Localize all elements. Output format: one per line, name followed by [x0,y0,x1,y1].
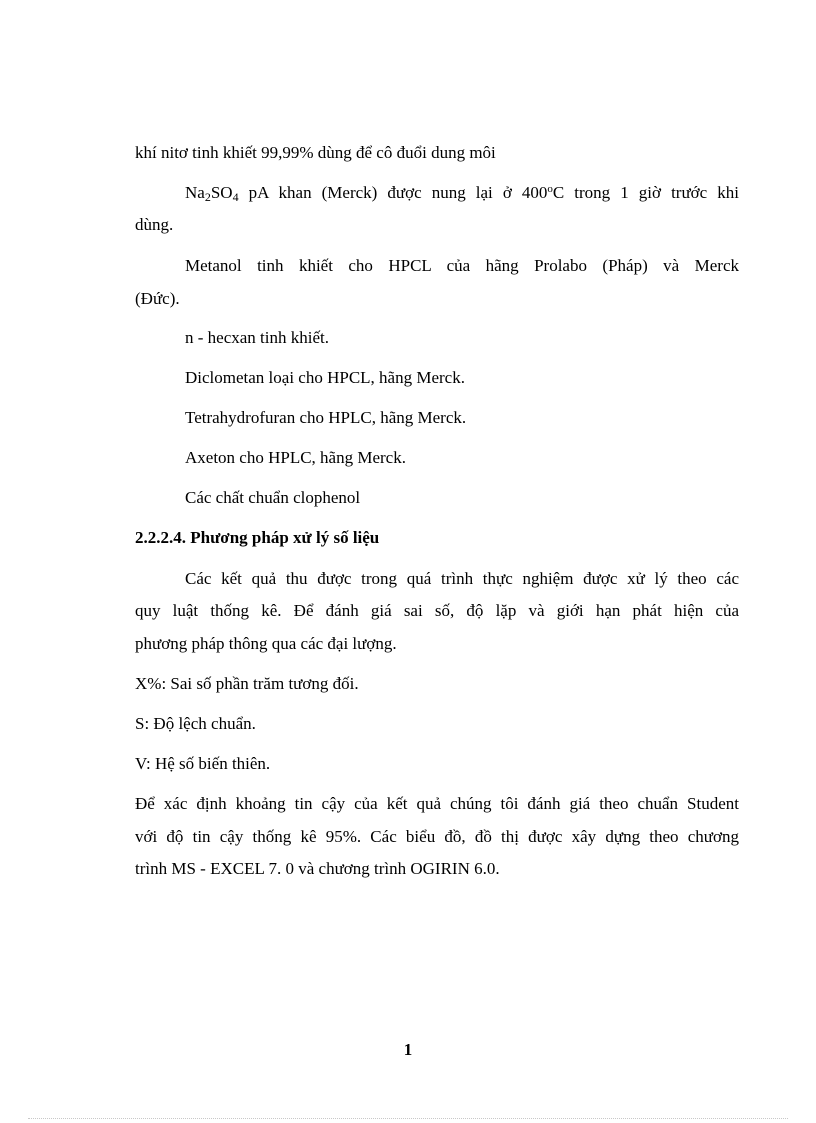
paragraph-2-line-2: với độ tin cậy thống kê 95%. Các biểu đồ, đồ thị được xây dựng theo chương [135,827,739,846]
text-line-metanol: Metanol tinh khiết cho HPCL của hãng Prolabo (Pháp) và Merck [185,256,739,275]
text-line-sodium-sulfate: $Na_2SO_4$ pA khan (Merck) được nung lại ở 400$^o$C trong 1 giờ trước khi [185,183,740,204]
section-heading: 2.2.2.4. Phương pháp xử lý số liệu [135,528,380,547]
text-line-nitrogen: khí nitơ tinh khiết 99,99% dùng để cô đuổi dung môi [135,143,496,162]
paragraph-1-line-1: Các kết quả thu được trong quá trình thực nghiệm được xử lý theo các [185,569,739,588]
definition-x-percent: X%: Sai số phần trăm tương đối. [135,674,359,693]
text-line-clophenol: Các chất chuẩn clophenol [185,488,361,507]
page-number: 1 [403,1040,413,1059]
paragraph-2-line-1: Để xác định khoảng tin cậy của kết quả chúng tôi đánh giá theo chuẩn Student [135,794,739,813]
definition-s: S: Độ lệch chuẩn. [135,714,256,733]
text-line-tetrahydrofuran: Tetrahydrofuran cho HPLC, hãng Merck. [185,408,467,427]
text-line-duc: (Đức). [135,289,180,308]
text-line-axeton: Axeton cho HPLC, hãng Merck. [185,448,406,467]
definition-v: V: Hệ số biến thiên. [135,754,271,773]
text-line-diclometan: Diclometan loại cho HPCL, hãng Merck. [185,368,465,387]
paragraph-1-line-3: phương pháp thông qua các đại lượng. [135,634,397,653]
paragraph-2-line-3: trình MS - EXCEL 7. 0 và chương trình OGIRIN 6.0. [135,859,500,878]
page-bottom-divider [28,1118,788,1119]
text-line-hecxan: n - hecxan tinh khiết. [185,328,329,347]
paragraph-1-line-2: quy luật thống kê. Để đánh giá sai số, độ lặp và giới hạn phát hiện của [135,601,739,620]
text-line-dung: dùng. [135,215,174,234]
